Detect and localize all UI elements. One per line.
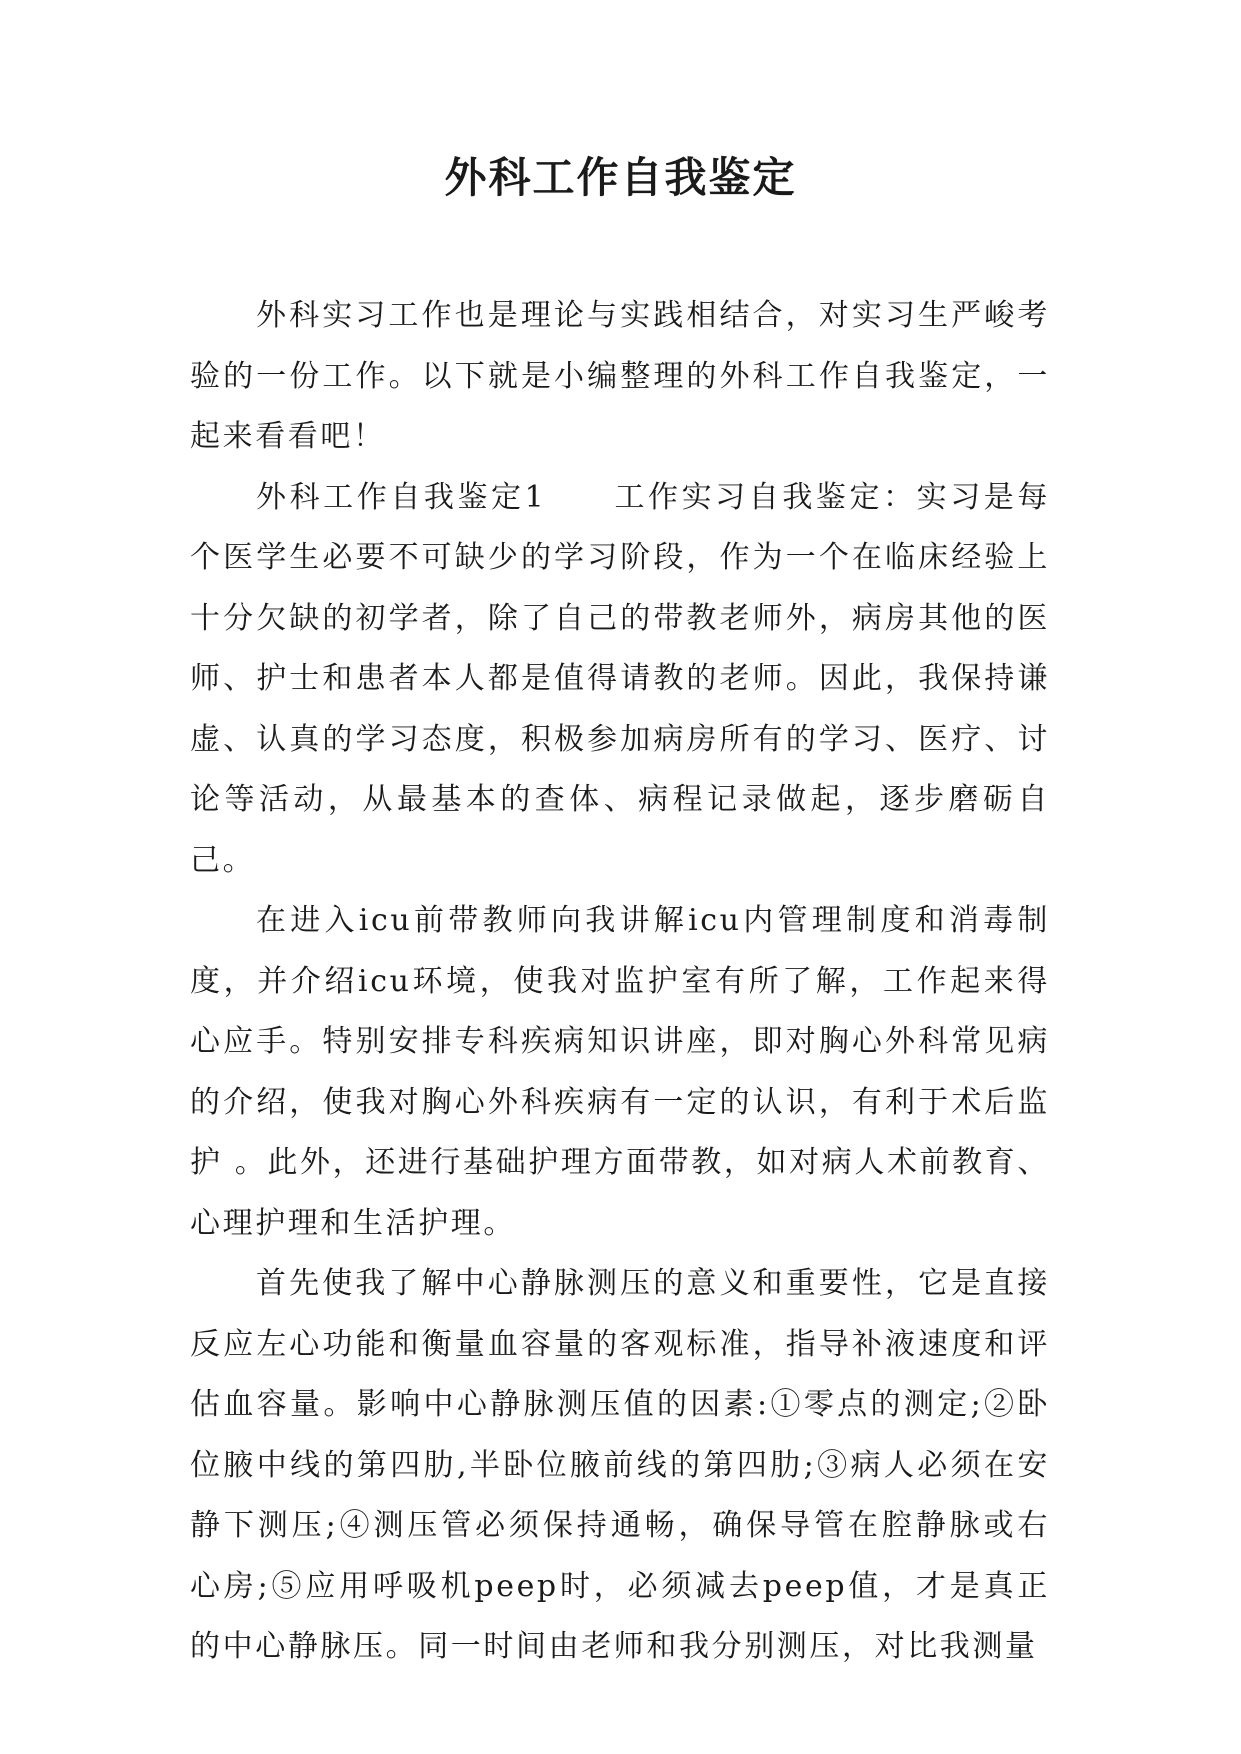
paragraph-cvp: 首先使我了解中心静脉测压的意义和重要性，它是直接反应左心功能和衡量血容量的客观标准，指导补液速度和评估血容量。影响中心静脉测压值的因素:①零点的测定;②卧位腋中线的第四肋,半卧位腋前线的第四肋;③病人必须在安静下测压;④测压管必须保持通畅，确保导管在腔静脉或右心房;⑤应用呼吸机peep时，必须减去peep值，才是真正的中心静脉压。同一时间由老师和我分别测压，对比我测量 [190,1266,1050,1664]
document-title: 外科工作自我鉴定 [444,153,797,202]
paragraph-appraisal-1: 外科工作自我鉴定1 工作实习自我鉴定：实习是每个医学生必要不可缺少的学习阶段，作为一个在临床经验上十分欠缺的初学者，除了自己的带教老师外，病房其他的医师、护士和患者本人都是值得请教的老师。因此，我保持谦虚、认真的学习态度，积极参加病房所有的学习、医疗、讨论等活动，从最基本的查体、病程记录做起，逐步磨砺自己。 [190,479,1050,878]
document-body [190,286,1050,1678]
paragraph-icu: 在进入icu前带教师向我讲解icu内管理制度和消毒制度，并介绍icu环境，使我对监护室有所了解，工作起来得心应手。特别安排专科疾病知识讲座，即对胸心外科常见病的介绍，使我对胸心外科疾病有一定的认识，有利于术后监护 。此外，还进行基础护理方面带教，如对病人术前教育、心理护理和生活护理。 [190,903,1050,1241]
paragraph-intro: 外科实习工作也是理论与实践相结合，对实习生严峻考验的一份工作。以下就是小编整理的外科工作自我鉴定，一起来看看吧！ [190,298,1050,454]
